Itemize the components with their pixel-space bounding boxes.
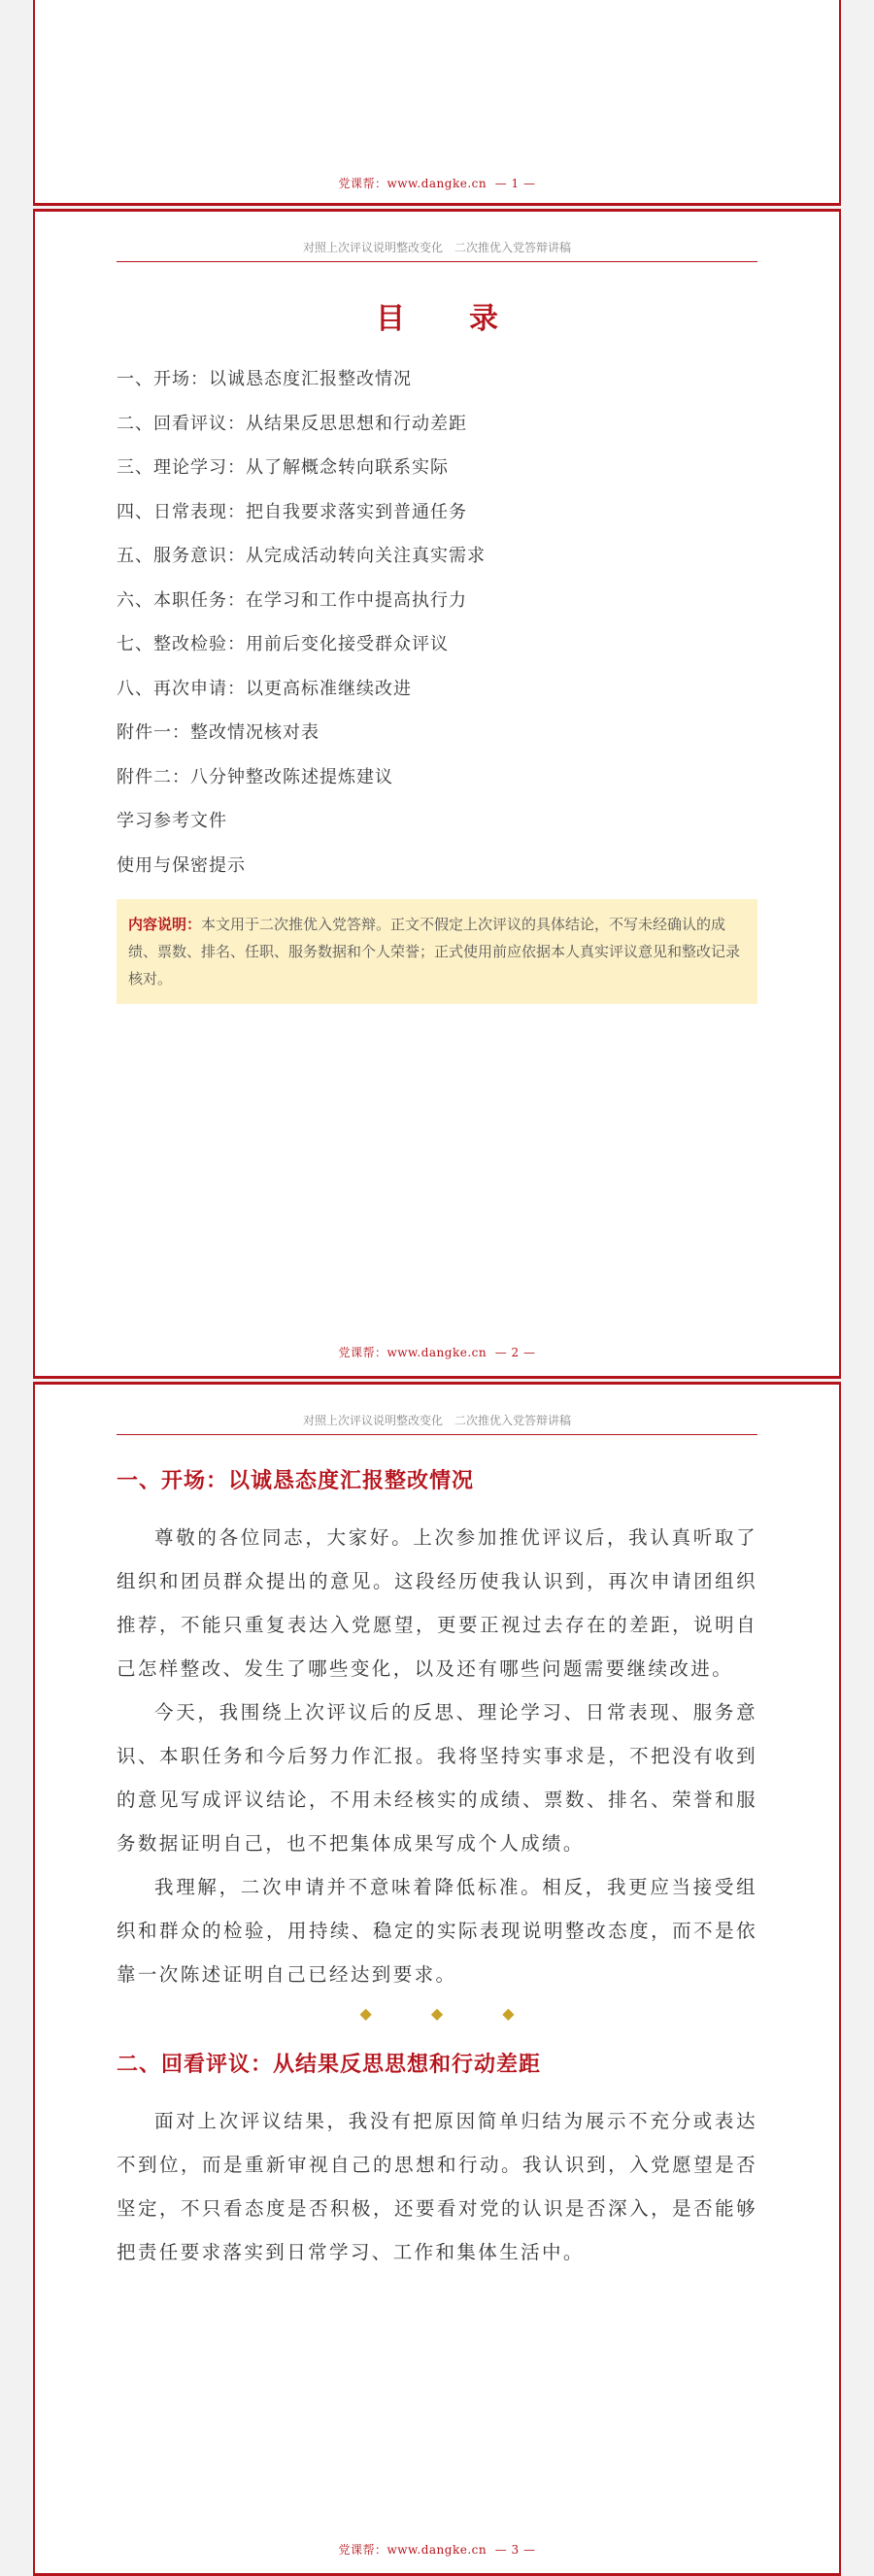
toc-title: 目 录 xyxy=(376,302,516,336)
toc-item: 八、再次申请：以更高标准继续改进 xyxy=(117,678,412,699)
body-paragraph: 我理解，二次申请并不意味着降低标准。相反，我更应当接受组织和群众的检验，用持续、稳定的实际表现说明整改态度，而不是依靠一次陈述证明自己已经达到要求。 xyxy=(117,1876,757,1986)
footer-page-number: — 2 — xyxy=(494,1346,536,1359)
toc-item: 五、服务意识：从完成活动转向关注真实需求 xyxy=(117,546,486,566)
toc-item: 三、理论学习：从了解概念转向联系实际 xyxy=(117,457,449,478)
toc-item: 四、日常表现：把自我要求落实到普通任务 xyxy=(117,501,467,522)
running-head: 对照上次评议说明整改变化 二次推优入党答辩讲稿 xyxy=(117,239,757,262)
body-paragraph: 尊敬的各位同志，大家好。上次参加推优评议后，我认真听取了组织和团员群众提出的意见。这段经历使我认识到，再次申请团组织推荐，不能只重复表达入党愿望，更要正视过去存在的差距，说明自己怎样整改、发生了哪些变化，以及还有哪些问题需要继续改进。 xyxy=(117,1526,757,1680)
section-heading: 二、回看评议：从结果反思思想和行动差距 xyxy=(117,2053,542,2077)
note-text: 本文用于二次推优入党答辩。正文不假定上次评议的具体结论，不写未经确认的成绩、票数、排名、任职、服务数据和个人荣誉；正式使用前应依据本人真实评议意见和整改记录核对。 xyxy=(128,916,741,987)
content-note-box xyxy=(117,899,757,1004)
page-footer xyxy=(35,2541,839,2558)
toc-item: 使用与保密提示 xyxy=(117,854,246,876)
toc-item: 六、本职任务：在学习和工作中提高执行力 xyxy=(117,589,467,611)
page-1 xyxy=(33,0,841,206)
body-content xyxy=(117,1464,757,2274)
body-paragraph: 面对上次评议结果，我没有把原因简单归结为展示不充分或表达不到位，而是重新审视自己的思想和行动。我认识到，入党愿望是否坚定，不只看态度是否积极，还要看对党的认识是否深入，是否能够把责任要求落实到日常学习、工作和集体生活中。 xyxy=(117,2110,757,2263)
toc-item: 七、整改检验：用前后变化接受群众评议 xyxy=(117,634,449,654)
footer-page-number: — 3 — xyxy=(494,2543,536,2557)
footer-page-number: — 1 — xyxy=(494,177,536,190)
toc-item: 学习参考文件 xyxy=(117,811,227,831)
section-divider: ◆ ◆ ◆ xyxy=(359,2004,542,2023)
page-footer xyxy=(35,1344,839,1360)
toc-item: 一、开场：以诚恳态度汇报整改情况 xyxy=(117,369,412,389)
toc-item: 二、回看评议：从结果反思思想和行动差距 xyxy=(117,413,467,434)
note-label: 内容说明： xyxy=(128,916,202,933)
footer-site: 党课帮：www.dangke.cn xyxy=(338,2543,487,2557)
section-heading: 一、开场：以诚恳态度汇报整改情况 xyxy=(117,1469,475,1493)
toc-item: 附件二：八分钟整改陈述提炼建议 xyxy=(117,766,393,787)
footer-site: 党课帮：www.dangke.cn xyxy=(338,177,487,190)
body-paragraph: 今天，我围绕上次评议后的反思、理论学习、日常表现、服务意识、本职任务和今后努力作汇报。我将坚持实事求是，不把没有收到的意见写成评议结论，不用未经核实的成绩、票数、排名、荣誉和服务数据证明自己，也不把集体成果写成个人成绩。 xyxy=(117,1701,757,1855)
running-head: 对照上次评议说明整改变化 二次推优入党答辩讲稿 xyxy=(117,1412,757,1435)
page-3 xyxy=(33,1382,841,2576)
toc-item: 附件一：整改情况核对表 xyxy=(117,722,319,743)
footer-site: 党课帮：www.dangke.cn xyxy=(338,1346,487,1359)
toc-list xyxy=(117,365,757,895)
page-footer xyxy=(35,175,839,191)
page-2 xyxy=(33,209,841,1379)
